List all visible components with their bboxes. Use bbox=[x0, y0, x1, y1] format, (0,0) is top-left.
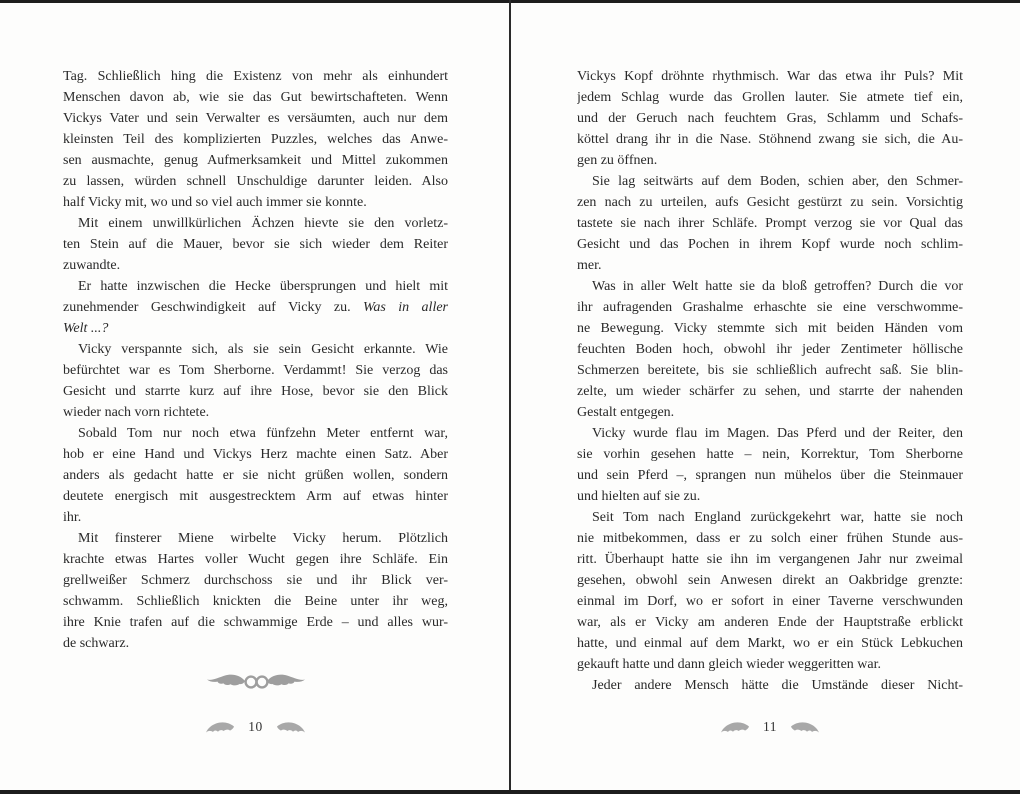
footer-flourish-left-icon bbox=[205, 721, 235, 734]
right-page-text-column bbox=[577, 66, 963, 696]
text-line bbox=[577, 570, 963, 591]
italic-text-segment: Welt ...? bbox=[63, 321, 109, 336]
text-line bbox=[63, 234, 448, 255]
text-line bbox=[63, 108, 448, 129]
text-segment: zu lassen, würden schnell Unschuldige darunter leiden. Also bbox=[63, 174, 448, 189]
text-line bbox=[63, 339, 448, 360]
text-segment: zunehmender Geschwindigkeit auf Vicky zu. bbox=[63, 300, 364, 315]
text-line bbox=[577, 297, 963, 318]
text-line bbox=[577, 507, 963, 528]
text-line bbox=[577, 255, 963, 276]
text-segment: befürchtet war es Tom Sherborne. Verdammt! Sie verzog das bbox=[63, 363, 448, 378]
text-segment: Tag. Schließlich hing die Existenz von mehr als einhundert bbox=[63, 69, 448, 84]
text-line bbox=[577, 360, 963, 381]
italic-text-segment: Was in aller bbox=[363, 300, 448, 315]
text-segment: jedem Schlag wurde das Grollen lauter. Sie atmete tief ein, bbox=[577, 90, 963, 105]
text-line bbox=[63, 129, 448, 150]
text-segment: Er hatte inzwischen die Hecke übersprungen und hielt mit bbox=[78, 279, 448, 294]
text-line bbox=[63, 528, 448, 549]
text-line bbox=[577, 675, 963, 696]
text-line bbox=[577, 171, 963, 192]
text-line bbox=[63, 171, 448, 192]
text-line bbox=[63, 570, 448, 591]
text-line bbox=[577, 213, 963, 234]
text-segment: und hielten auf sie zu. bbox=[577, 489, 701, 504]
page-number-right: 11 bbox=[763, 719, 777, 734]
text-segment: Sobald Tom nur noch etwa fünfzehn Meter entfernt war, bbox=[78, 426, 448, 441]
footer-flourish-right-icon bbox=[790, 721, 820, 734]
footer-flourish-right-icon bbox=[276, 721, 306, 734]
text-line bbox=[63, 192, 448, 213]
text-line bbox=[63, 150, 448, 171]
page-gutter-line bbox=[509, 0, 511, 794]
text-line bbox=[63, 213, 448, 234]
section-break-ornament bbox=[63, 672, 448, 697]
text-segment: gekauft hatte und dann gleich wieder weggeritten war. bbox=[577, 657, 881, 672]
text-segment: anders als gedacht hatte er sie nicht grüßen wollen, sondern bbox=[63, 468, 448, 483]
text-line bbox=[63, 255, 448, 276]
text-segment: Vicky verspannte sich, als sie sein Gesicht erkannte. Wie bbox=[78, 342, 448, 357]
text-line bbox=[63, 360, 448, 381]
text-segment: ten Stein auf die Mauer, bevor sie sich wieder dem Reiter bbox=[63, 237, 448, 252]
text-segment: Schmerzen bereitete, bis sie schließlich aufrecht saß. Sie blin- bbox=[577, 363, 963, 378]
text-line bbox=[577, 339, 963, 360]
text-segment: Gesicht und starrte kurz auf ihre Hose, bevor sie den Blick bbox=[63, 384, 448, 399]
text-line bbox=[63, 549, 448, 570]
text-line bbox=[577, 150, 963, 171]
text-segment: ne Bewegung. Vicky stemmte sich mit beiden Händen vom bbox=[577, 321, 963, 336]
text-line bbox=[63, 444, 448, 465]
text-segment: Menschen davon ab, wie sie das Gut bewirtschafteten. Wenn bbox=[63, 90, 448, 105]
text-segment: half Vicky mit, wo und so viel auch immer sie konnte. bbox=[63, 195, 367, 210]
text-line bbox=[63, 276, 448, 297]
text-segment: sie vorhin gesehen hatte – nein, Korrektur, Tom Sherborne bbox=[577, 447, 963, 462]
text-line bbox=[63, 465, 448, 486]
text-segment: Vicky wurde flau im Magen. Das Pferd und der Reiter, den bbox=[592, 426, 963, 441]
text-line bbox=[577, 318, 963, 339]
text-segment: köttel drang ihr in die Nase. Stöhnend zwang sie sich, die Au- bbox=[577, 132, 963, 147]
text-segment: mer. bbox=[577, 258, 602, 273]
text-line bbox=[577, 612, 963, 633]
text-segment: kleinsten Teil des komplizierten Puzzles, welches das Anwe- bbox=[63, 132, 448, 147]
text-line bbox=[577, 528, 963, 549]
text-segment: Vickys Kopf dröhnte rhythmisch. War das etwa ihr Puls? Mit bbox=[577, 69, 963, 84]
text-line bbox=[577, 591, 963, 612]
text-line bbox=[63, 402, 448, 423]
text-line bbox=[63, 633, 448, 654]
text-line bbox=[577, 234, 963, 255]
text-line bbox=[63, 612, 448, 633]
right-page-footer bbox=[577, 716, 963, 738]
text-segment: ihr aufragenden Grashalme erhaschte sie eine verschwomme- bbox=[577, 300, 963, 315]
text-segment: war, als er Vicky am anderen Ende der Hauptstraße erblickt bbox=[577, 615, 963, 630]
text-line bbox=[63, 486, 448, 507]
text-line bbox=[577, 276, 963, 297]
text-segment: gen zu öffnen. bbox=[577, 153, 658, 168]
text-line bbox=[63, 66, 448, 87]
text-line bbox=[577, 66, 963, 87]
text-segment: zen nach zu urteilen, aufs Gesicht gestürzt zu sein. Vorsichtig bbox=[577, 195, 963, 210]
text-segment: krachte etwas Hartes voller Wucht gegen ihre Schläfe. Ein bbox=[63, 552, 448, 567]
text-segment: Sie lag seitwärts auf dem Boden, schien aber, den Schmer- bbox=[592, 174, 963, 189]
text-segment: wieder nach vorn richtete. bbox=[63, 405, 210, 420]
page-number-left: 10 bbox=[248, 719, 263, 734]
text-segment: gesehen, obwohl sein Anwesen direkt an Oakbridge grenzte: bbox=[577, 573, 963, 588]
text-line bbox=[577, 402, 963, 423]
text-segment: hatte, und einmal auf dem Markt, wo er ein Stück Lebkuchen bbox=[577, 636, 963, 651]
text-line bbox=[63, 381, 448, 402]
text-segment: schwamm. Schließlich knickten die Beine unter ihr weg, bbox=[63, 594, 448, 609]
text-line bbox=[63, 507, 448, 528]
text-segment: hob er eine Hand und Vickys Herz machte einen Satz. Aber bbox=[63, 447, 448, 462]
text-segment: Was in aller Welt hatte sie da bloß getroffen? Durch die vor bbox=[592, 279, 963, 294]
text-line bbox=[577, 465, 963, 486]
text-line bbox=[577, 423, 963, 444]
text-segment: und sein Pferd –, sprangen nun mühelos über die Steinmauer bbox=[577, 468, 963, 483]
text-segment: und der Geruch nach feuchtem Gras, Schlamm und Schafs- bbox=[577, 111, 963, 126]
text-line bbox=[63, 318, 448, 339]
text-line bbox=[63, 87, 448, 108]
text-line bbox=[577, 192, 963, 213]
text-line bbox=[577, 549, 963, 570]
text-segment: sen ausmachte, genug Aufmerksamkeit und Mittel zukommen bbox=[63, 153, 448, 168]
text-segment: zelte, um wieder schärfer zu sehen, und starrte der nahenden bbox=[577, 384, 963, 399]
text-segment: einmal im Dorf, wo er sofort in einer Taverne verschwunden bbox=[577, 594, 963, 609]
bottom-page-edge bbox=[0, 790, 1020, 794]
text-segment: tastete sie nach ihrer Schläfe. Prompt verzog sie vor Qual das bbox=[577, 216, 963, 231]
text-segment: feuchten Boden hoch, obwohl ihr jeder Zentimeter höllische bbox=[577, 342, 963, 357]
footer-flourish-left-icon bbox=[720, 721, 750, 734]
text-segment: grellweißer Schmerz durchschoss sie und ihr Blick ver- bbox=[63, 573, 448, 588]
text-segment: nie mitbekommen, dass er zu solch einer frühen Stunde aus- bbox=[577, 531, 963, 546]
text-line bbox=[577, 654, 963, 675]
text-segment: Jeder andere Mensch hätte die Umstände dieser Nicht- bbox=[592, 678, 963, 693]
text-segment: Seit Tom nach England zurückgekehrt war, hatte sie noch bbox=[592, 510, 963, 525]
text-segment: ihre Knie trafen auf die schwammige Erde – und alles wur- bbox=[63, 615, 448, 630]
text-segment: ritt. Überhaupt hatte sie ihn im vergangenen Jahr nur zweimal bbox=[577, 552, 963, 567]
text-segment: zuwandte. bbox=[63, 258, 121, 273]
text-segment: Vickys Vater und sein Verwalter es versäumten, auch nur dem bbox=[63, 111, 448, 126]
text-line bbox=[63, 591, 448, 612]
text-line bbox=[577, 108, 963, 129]
text-line bbox=[577, 381, 963, 402]
text-line bbox=[577, 129, 963, 150]
text-segment: Mit einem unwillkürlichen Ächzen hievte sie den vorletz- bbox=[78, 216, 448, 231]
double-ring-leaf-ornament-icon bbox=[204, 672, 308, 692]
text-line bbox=[577, 486, 963, 507]
left-page-text-column bbox=[63, 66, 448, 654]
text-segment: Gestalt entgegen. bbox=[577, 405, 675, 420]
text-segment: de schwarz. bbox=[63, 636, 130, 651]
text-line bbox=[577, 633, 963, 654]
text-line bbox=[63, 423, 448, 444]
text-segment: ihr. bbox=[63, 510, 82, 525]
text-segment: deutete energisch mit ausgestrecktem Arm auf etwas hinter bbox=[63, 489, 448, 504]
text-segment: Mit finsterer Miene wirbelte Vicky herum. Plötzlich bbox=[78, 531, 448, 546]
text-line bbox=[577, 444, 963, 465]
text-line bbox=[577, 87, 963, 108]
text-segment: Gesicht und das Pochen in ihrem Kopf wurde noch schlim- bbox=[577, 237, 963, 252]
text-line bbox=[63, 297, 448, 318]
left-page-footer bbox=[63, 716, 448, 738]
